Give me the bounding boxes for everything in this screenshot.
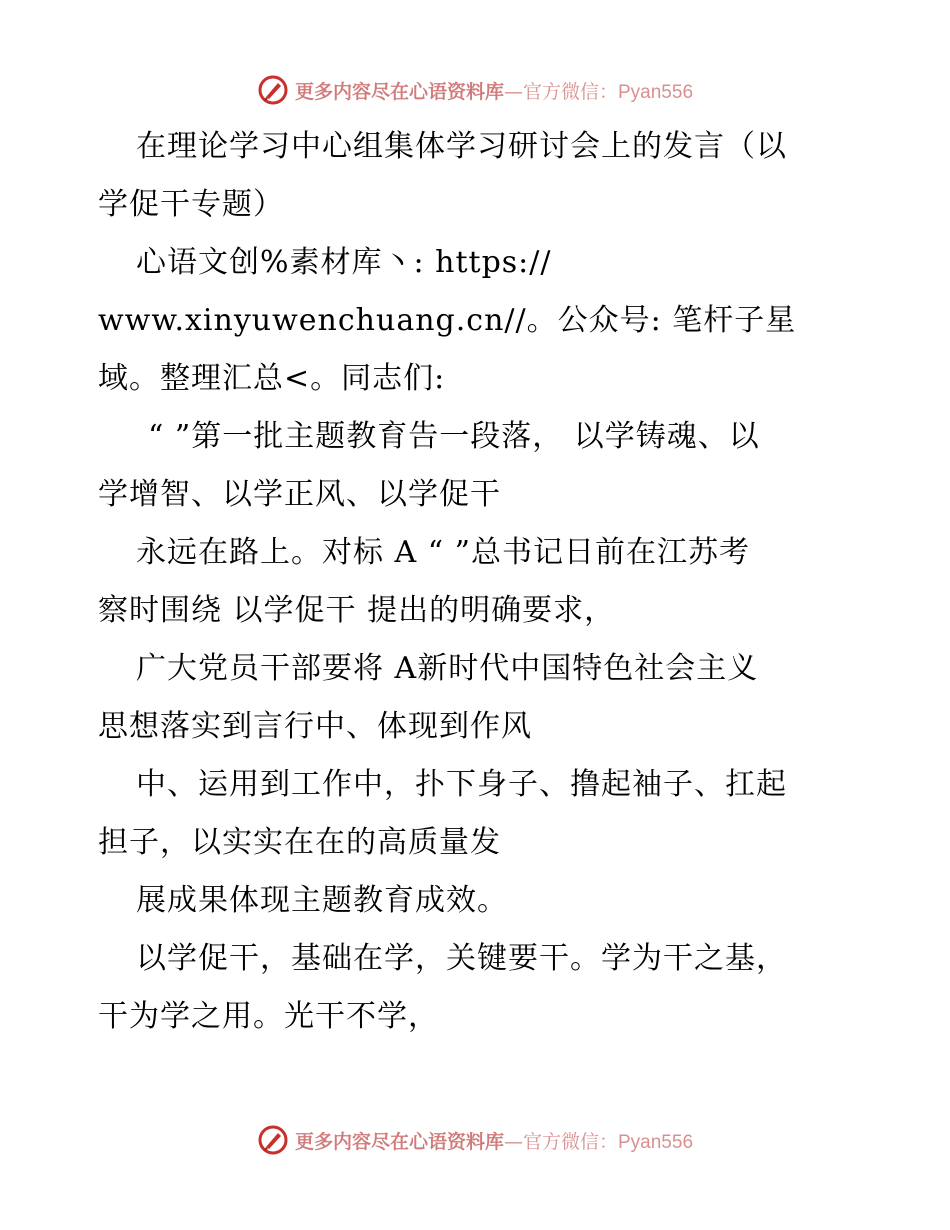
text-line: 展成果体现主题教育成效。 bbox=[136, 883, 508, 918]
text-line: www.xinyuwenchuang.cn//。公众号: 笔杆子星 bbox=[98, 303, 797, 338]
watermark-text bbox=[295, 1127, 693, 1154]
watermark-middle: 官方微信： bbox=[522, 80, 618, 103]
document-body bbox=[98, 118, 858, 1046]
watermark-dash: — bbox=[503, 80, 523, 103]
watermark-middle: 官方微信： bbox=[522, 1130, 618, 1153]
watermark-handle: Pyan556 bbox=[618, 81, 694, 103]
text-line: 察时围绕 以学促干 提出的明确要求， bbox=[98, 593, 616, 628]
text-line: “ ”第一批主题教育告一段落， 以学铸魂、以 bbox=[148, 419, 760, 454]
quill-pen-logo-icon bbox=[257, 74, 289, 106]
text-line: 学促干专题） bbox=[98, 187, 284, 222]
text-line: 永远在路上。对标 A “ ”总书记日前在江苏考 bbox=[136, 535, 750, 570]
text-line: 思想落实到言行中、体现到作风 bbox=[98, 709, 532, 744]
text-line: 中、运用到工作中，扑下身子、撸起袖子、扛起 bbox=[136, 767, 787, 802]
text-line: 广大党员干部要将 A新时代中国特色社会主义 bbox=[136, 651, 759, 686]
watermark-prefix: 更多内容尽在心语资料库 bbox=[294, 80, 504, 103]
watermark-handle: Pyan556 bbox=[618, 1131, 694, 1153]
watermark-text bbox=[295, 77, 693, 104]
text-line: 学增智、以学正风、以学促干 bbox=[98, 477, 501, 512]
text-line: 域。整理汇总<。同志们: bbox=[98, 361, 446, 396]
text-line: 担子，以实实在在的高质量发 bbox=[98, 825, 501, 860]
watermark-prefix: 更多内容尽在心语资料库 bbox=[294, 1130, 504, 1153]
text-line: 心语文创%素材库丶: https:// bbox=[136, 245, 552, 280]
text-line: 以学促干，基础在学，关键要干。学为干之基， bbox=[136, 941, 787, 976]
quill-pen-logo-icon bbox=[257, 1124, 289, 1156]
text-line: 干为学之用。光干不学， bbox=[98, 999, 439, 1034]
watermark-dash: — bbox=[503, 1130, 523, 1153]
text-line: 在理论学习中心组集体学习研讨会上的发言（以 bbox=[136, 129, 787, 164]
header-watermark bbox=[0, 70, 950, 110]
footer-watermark bbox=[0, 1120, 950, 1160]
